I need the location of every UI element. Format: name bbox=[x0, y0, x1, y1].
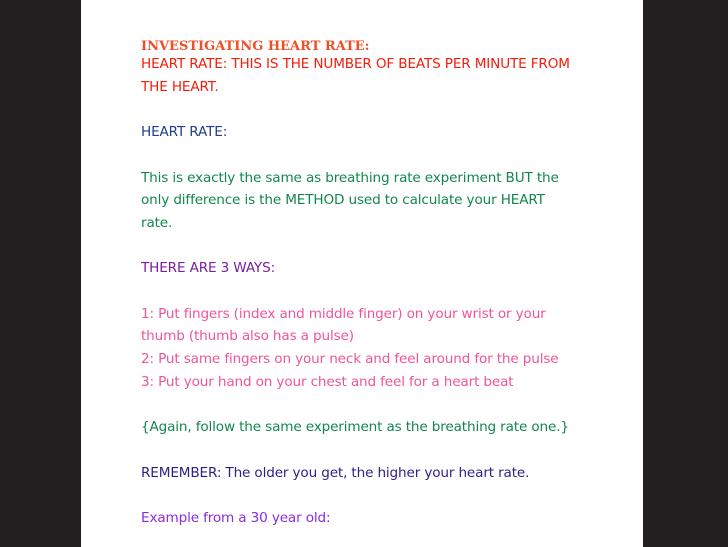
intro-line-1: This is exactly the same as breathing rate experiment BUT the bbox=[141, 170, 559, 186]
remember-note: REMEMBER: The older you get, the higher your heart rate. bbox=[141, 465, 530, 481]
ways-heading: THERE ARE 3 WAYS: bbox=[141, 260, 275, 276]
way-1-line-2: thumb (thumb also has a pulse) bbox=[141, 328, 354, 344]
example-heading: Example from a 30 year old: bbox=[141, 510, 331, 526]
heart-rate-heading: HEART RATE: bbox=[141, 124, 228, 140]
again-note: {Again, follow the same experiment as the breathing rate one.} bbox=[141, 419, 569, 435]
way-3: 3: Put your hand on your chest and feel for a heart beat bbox=[141, 374, 514, 390]
way-1-line-1: 1: Put fingers (index and middle finger) on your wrist or your bbox=[141, 306, 546, 322]
intro-line-3: rate. bbox=[141, 215, 173, 231]
definition-line-2: THE HEART. bbox=[141, 79, 219, 95]
way-2: 2: Put same fingers on your neck and feel around for the pulse bbox=[141, 351, 559, 367]
document-page bbox=[81, 0, 643, 547]
definition-line-1: HEART RATE: THIS IS THE NUMBER OF BEATS PER MINUTE FROM bbox=[141, 56, 570, 72]
intro-line-2: only difference is the METHOD used to calculate your HEART bbox=[141, 192, 545, 208]
document-title: INVESTIGATING HEART RATE: bbox=[141, 39, 370, 54]
